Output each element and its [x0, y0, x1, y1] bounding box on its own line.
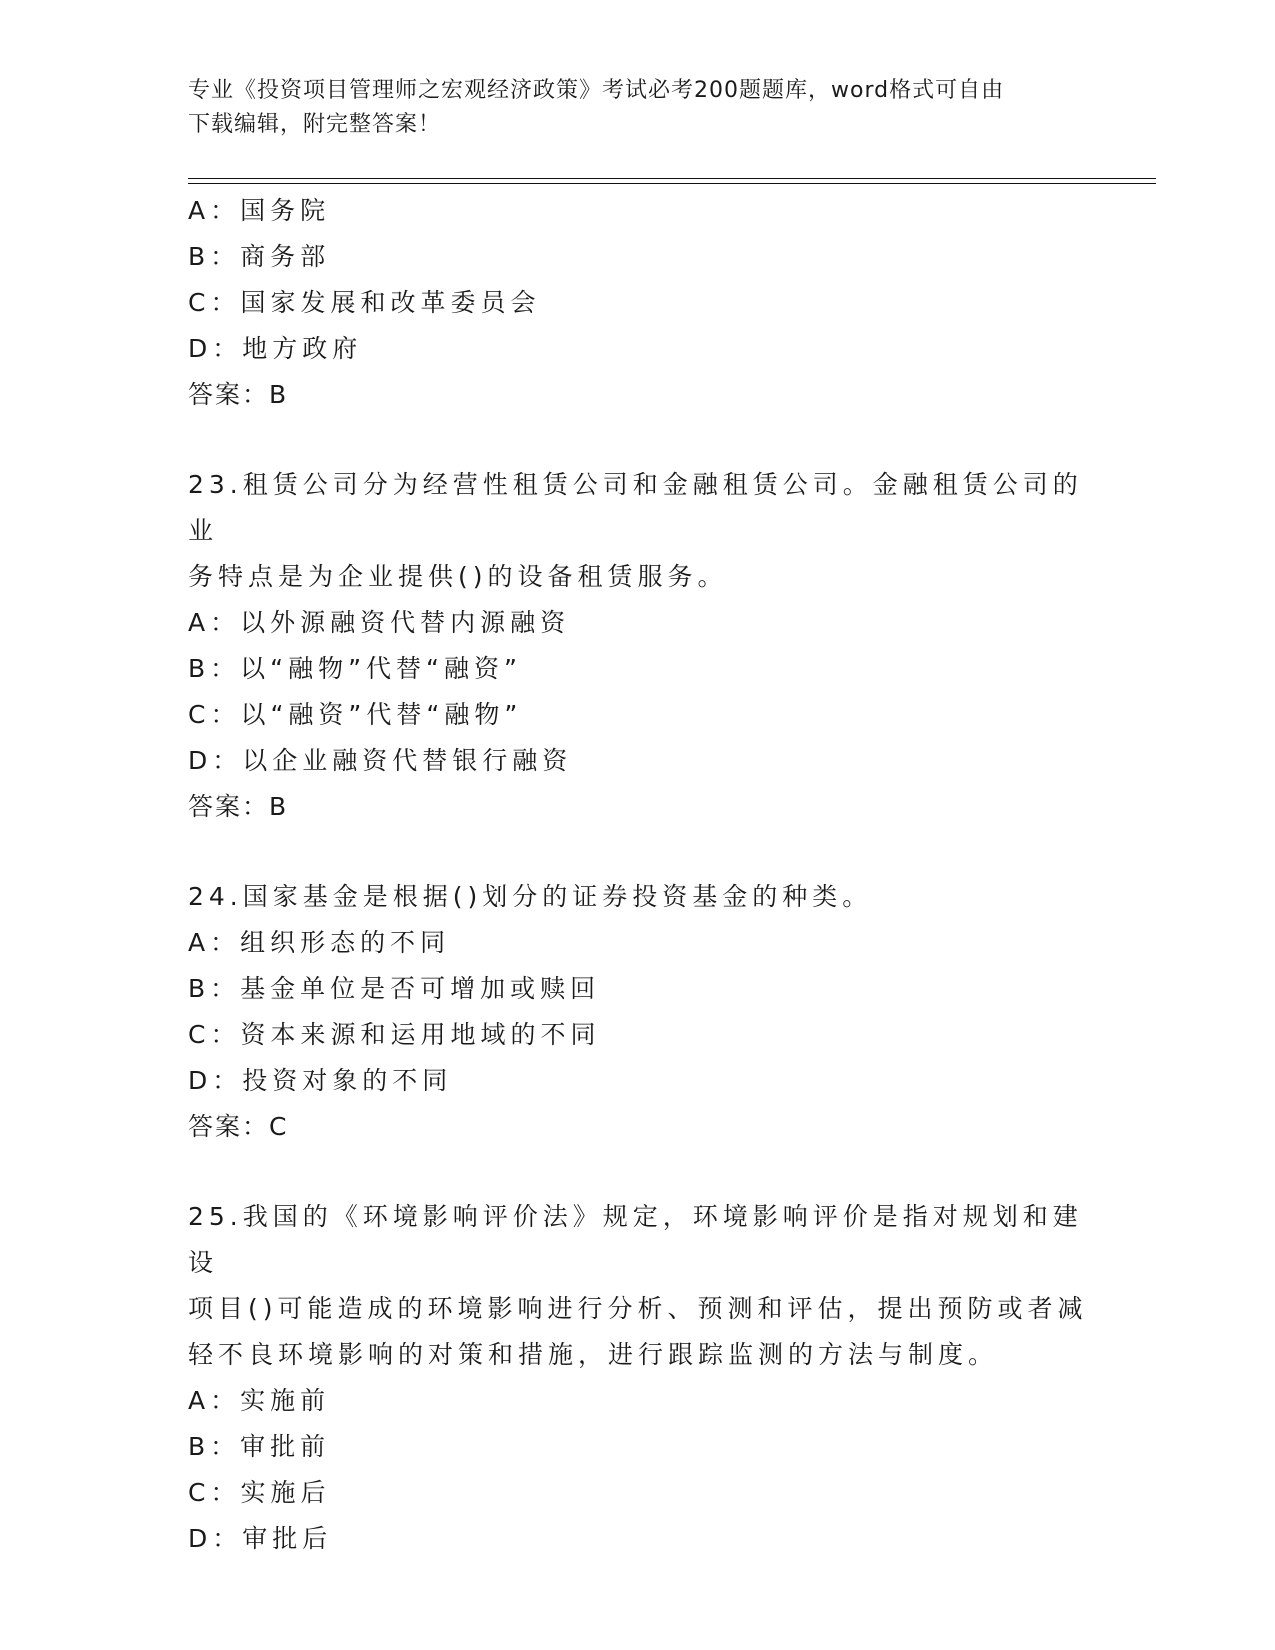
question-block [188, 188, 1088, 418]
question-text [188, 1194, 1088, 1378]
answer-line: 答案：B [188, 380, 289, 409]
option-item [188, 920, 1088, 966]
option-text: 基金单位是否可增加或赎回 [240, 974, 601, 1003]
option-key: A： [188, 608, 241, 637]
option-key: A： [188, 196, 241, 225]
option-text: 地方政府 [242, 334, 363, 363]
option-item [188, 646, 1088, 692]
option-item [188, 1470, 1088, 1516]
option-key: A： [188, 1386, 241, 1415]
option-key: D： [188, 1066, 243, 1095]
option-text: 以外源融资代替内源融资 [240, 608, 571, 637]
option-text: 实施前 [240, 1386, 331, 1415]
option-key: C： [188, 1478, 241, 1507]
option-item [188, 280, 1088, 326]
option-item [188, 1378, 1088, 1424]
option-item [188, 966, 1088, 1012]
option-text: 审批前 [240, 1432, 331, 1461]
option-item [188, 738, 1088, 784]
option-text: 以企业融资代替银行融资 [242, 746, 573, 775]
question-block [188, 1194, 1088, 1562]
question-text [188, 462, 1088, 600]
option-item [188, 326, 1088, 372]
question-line: 24.国家基金是根据()划分的证券投资基金的种类。 [188, 882, 873, 911]
option-item [188, 234, 1088, 280]
question-text [188, 874, 1088, 920]
option-key: A： [188, 928, 241, 957]
option-text: 国务院 [240, 196, 331, 225]
option-key: D： [188, 334, 243, 363]
option-key: B： [188, 974, 241, 1003]
question-block [188, 462, 1088, 830]
option-key: C： [188, 1020, 241, 1049]
option-item [188, 1012, 1088, 1058]
option-key: B： [188, 1432, 241, 1461]
option-item [188, 188, 1088, 234]
option-key: B： [188, 242, 241, 271]
option-key: C： [188, 700, 241, 729]
option-key: D： [188, 1524, 243, 1553]
option-text: 以“融资”代替“融物” [240, 700, 523, 729]
header-line-2: 下载编辑，附完整答案！ [188, 112, 442, 137]
option-text: 商务部 [240, 242, 331, 271]
option-text: 审批后 [242, 1524, 333, 1553]
option-key: B： [188, 654, 241, 683]
option-item [188, 1516, 1088, 1562]
option-item [188, 1424, 1088, 1470]
question-line: 项目()可能造成的环境影响进行分析、预测和评估，提出预防或者减 [188, 1294, 1088, 1323]
option-text: 实施后 [240, 1478, 331, 1507]
option-key: C： [188, 288, 241, 317]
question-line: 轻不良环境影响的对策和措施，进行跟踪监测的方法与制度。 [188, 1340, 999, 1369]
option-item [188, 692, 1088, 738]
option-text: 以“融物”代替“融资” [240, 654, 522, 683]
header-divider-top [188, 178, 1156, 179]
option-text: 资本来源和运用地域的不同 [240, 1020, 601, 1049]
option-text: 国家发展和改革委员会 [240, 288, 541, 317]
question-block [188, 874, 1088, 1150]
header-line-1: 专业《投资项目管理师之宏观经济政策》考试必考200题题库，word格式可自由 [188, 78, 1005, 103]
option-item [188, 1058, 1088, 1104]
option-item [188, 600, 1088, 646]
question-list [188, 188, 1088, 1562]
option-text: 投资对象的不同 [242, 1066, 453, 1095]
answer-line: 答案：B [188, 792, 289, 821]
question-line: 务特点是为企业提供()的设备租赁服务。 [188, 562, 728, 591]
header-divider-bottom [188, 183, 1156, 184]
option-key: D： [188, 746, 243, 775]
question-line: 25.我国的《环境影响评价法》规定，环境影响评价是指对规划和建设 [188, 1202, 1083, 1277]
question-line: 23.租赁公司分为经营性租赁公司和金融租赁公司。金融租赁公司的业 [188, 470, 1083, 545]
page-header [188, 74, 1088, 142]
answer-line: 答案：C [188, 1112, 289, 1141]
option-text: 组织形态的不同 [240, 928, 451, 957]
